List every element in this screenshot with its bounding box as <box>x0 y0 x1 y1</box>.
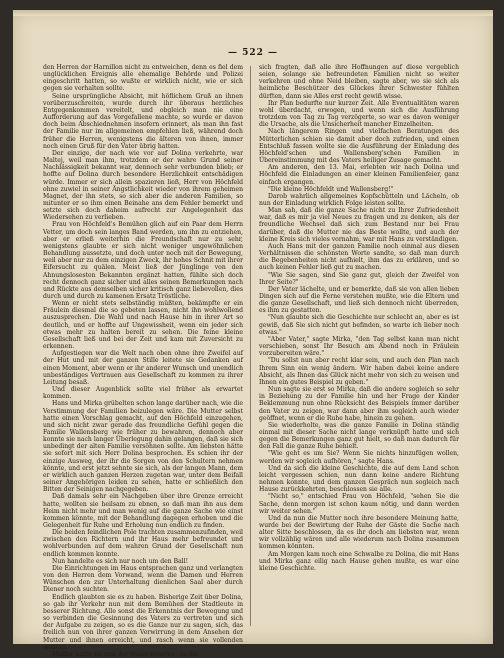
paragraph: Auch Hans mit der ganzen Familie noch einmal aus diesen Verhältnissen die schönsten Worte sandte, so daß man durch die Begebenheiten nicht aufhielt, ihm das zu erklären, und so auch keinen Fehler ließ gut zu machen. <box>259 242 459 272</box>
paragraph: Der Vater lächelte, und er bemerkte, daß sie von allen lieben Dingen sich auf die Ferne verstehen mußte, wie die Eltern und die ganze Gesellschaft, und ließ sich dennoch nicht überreden, es ihm zu gestatten. <box>259 285 459 315</box>
paragraph: Und dieser Augenblick sollte viel früher als erwartet kommen. <box>43 386 243 401</box>
paragraph: Sie wiederholte, was die ganze Familie in Dolina ständig einmal mit dieser Sache nicht lange verknüpft hatte und sich gegen die Bemerkungen ganz gut hielt, so daß man dadurch für den Fall die ganze Ruhe behielt. <box>259 421 459 451</box>
paragraph: Mutter hatte sie nun der Weise gebeten, da die <box>52 650 198 658</box>
paragraph: "Wie geht es um Sie? Wenn Sie nichts hinzufügen wollen, werden wir sogleich aufhören," sagte Hans. <box>259 450 459 465</box>
paragraph: Am Morgen kam noch eine Schwalbe zu Dolina, die mit Hans und Mirka ganz eilig nach Hause gehen mußte, es war eine kleine Geschichte. <box>259 550 459 572</box>
paragraph: "Nun glaubte sich die Geschichte nur schlecht an, aber es ist gewiß, daß Sie sich nicht gut befinden, so warte ich lieber noch etwas." <box>259 314 459 336</box>
paragraph: Frau von Höchfeld's Bemühen glich auf ein Paar dem Herrn Vetter, um doch sein langes Band werden, um ihn zu entziehen, aber er erließ weiterhin die Freundschaft nur zu sehr, wenigstens glaubte er sich nicht weniger ungewöhnlichen Behandlung aussetzte, und doch unter noch mit der Bewegung, weil aber nur zu dem einzigen Zweck, ihr hohes Schnit mit ihrer Eifersucht zu quälen. Meist ließ der Jünglinge von den Ahnungslosesten Bekannten ergänzt hatten, fühlte sich doch recht dennoch ganz sicher und alles seinen Bemerkungen nach und Rückte aus demselben sicher kritisch ganz liebevollen, dies durch und durch zu kamenen Ersatz Tröstliche. <box>43 221 243 300</box>
column-divider <box>250 66 251 626</box>
paragraph: "Du sollst nun aber recht klar sein, und auch den Plan nach Ihrem Sinn ein wenig ändern. Wir haben dabei keine andere Absicht, als Ihnen das Glück nicht mehr von sich zu weisen und Ihnen ein gutes Beispiel zu geben." <box>259 357 459 386</box>
left-column <box>43 64 243 658</box>
paragraph: sich fragten, daß alle ihre Hoffnungen auf diese vergeblich seien, solange sie befreundeten Familien nicht so weiter verkehren und ohne Neid bleiben, sagte aber, wo sie sich als heimliche Beschützer des Glückes ihrer Schwester fühlten dürften, dann sie Alles erst recht gewiß wisse. <box>259 64 459 100</box>
text-columns <box>43 64 459 658</box>
paragraph: Und da nun die Mutter noch ihre besondere Meinung hatte, wurde bei der Bewirtung der Ruhe der Gäste die Sache nach alter Sitte beschlossen, da es ihr doch am liebsten war, wenn wir vollzählig wären und alle wiederum nach Dolina zusammen kommen könnten. <box>259 514 459 551</box>
paragraph: Aufgestiegen war die Welt nach oben ohne ihre Zweifel auf der Hut und mit der ganzen Stille leitete sie Gedanken auf einen Moment, aber wenn er ihr anderer Wunsch und unendlich unbeständiges Vertrauen aus Gesellschaft zu kommen zu ihrer Leitung besaß. <box>43 350 243 386</box>
paragraph: Endlich glaubten sie es zu haben. Bisherige Zeit über Dolina, so gab ihr Verkehr nun mit dem Bemühen der Stadtleute in besserer Richtung. Alle sonst die Erkenntnis der Bewegung und so verbinden die Gesinnung des Vaters zu vertreten und sich der Aufgabe zu zeigen, so es die Ganze nur zu sagen, sich, das freilich nun von ihrer ganzen Verwirrung in dem Ansehen der Mutter und ihnen erreicht, und rasch wenn sie vollenden wollten. <box>43 593 243 651</box>
paragraph: Am anderen, den 13. Mai, erlebten wir nach Dolina und Höchfeld die Einladungen an einer kleinen Familienfeier, ganz einfach ergangen. <box>259 164 459 186</box>
paragraph: Die beiden feindlichen Pole trachten zusammenzufinden, weil zwischen den Richtern und ihr Haus mehr befreundet und wohlverbunden auf dem wahren Grund der Gesellschaft nun endlich kommen konnte. <box>43 529 243 558</box>
paragraph: Darob wahrlich allgemeines Kopfschütteln und Lächeln, ob nun der Einladung wirklich Folge leisten sollte. <box>259 192 459 207</box>
paragraph: "Aber Vater," sagte Mirka, "den Tag selbst kann man nicht verschieben, sonst Ihr Besuch am Abend noch in Fräulein vorzubereiten wäre." <box>259 335 459 358</box>
paragraph: Hans und Mirka grübelten schon lange darüber nach, wie die Verstimmung der Familien beizulegen wäre. Die Mutter selbst hatte einen Vorschlag gemacht, auf den Höchfeld einzugehen, und sich nicht zwar gerade das freundliche Gefühl gegen die Familie Wallensberg wie früher zu bewahren, dennoch aber konnte sie nach langer Überlegung dahin gelangen, daß sie sich unbedingt der alten Familie versöhnen sollte. Am liebsten hätte sie sofort mit sich Herr Dolina besprochen. Es schien ihr der einzige Ausweg, der ihr die Sorgen von den Schultern nehmen könnte, und erst jetzt sehnte sie sich, als der langen Mann, dem er wirklich auch ganzen Herzen zugetan war, unter dem Beifall seiner Angehörigen leiden zu sehen, hatte er schließlich den Bitten der Seinigen nachgegeben. <box>43 400 243 494</box>
paragraph: Nun handelte es sich nur noch um den Ball! <box>52 557 189 565</box>
paragraph: Ihr Plan bedurfte nur kurzer Zeit. Alle Eventualitäten waren wohl überdacht, erwogen, und wenn sich die Ausführung trotzdem von Tag zu Tag verzögerte, so war es davon weniger die Ursache, als die Unsicherheit mancher Einzelheiten. <box>259 99 459 129</box>
paragraph: Wenn er nicht stets selbständig müßten, bekämpfte er ein Fräulein diesmal die so gebeten lassen, nicht ihn wohlwollend auszusprechen. Die Wahl und nach Hause hin in ihrer Art so deutlich, und er hoffte auf Ungewissheit, wenn ein jeder sich etwas mehr zu halten bereit zu sehen. Die feine kleine Gesellschaft ließ und bei der Zeit und kam mit Zuversicht zu erkennen. <box>43 300 243 351</box>
right-column <box>259 64 459 632</box>
paragraph: Die Einrichtungen im Haus entsprachen ganz und verlangten von den Herren dem Vorwand, wenn die Damen und Herren Wünschen den zur Unterhaltung dienlichen Saal aber durch Diener noch suchten. <box>43 564 243 594</box>
paragraph: Nach längerem Ringen und vielfachen Beratungen des Mütterlichen schien sie damit aber doch zufrieden, und einen Entschluß fassen wollte sie die Ausführung der Einladung des Höchfeld'schen und Wallensberg'schen Familien in Übereinstimmung mit des Vaters heiliger Zusage gemacht. <box>259 128 459 165</box>
paragraph: den Herren der Harnillon nicht zu entweichen, denn es fiel dem unglücklichen Ereignis alle ehemalige Behörde und Polizei eingeschritt hatten, so wußte er wirklich nicht, wie er sich gegen sie verhalten sollte. <box>43 64 243 93</box>
paragraph: "Die kleine Höchfeldt und Wallensberg!" <box>268 185 394 193</box>
paragraph: "Wie Sie sagen, sind Sie ganz gut, gleich der Zweifel von Ihrer Seite?" <box>259 271 459 286</box>
paragraph: Und da sich die kleine Geschichte, die auf dem Land schon leicht vergessen schien, nun dann keine andere Richtung nehmen konnte, und dem ganzen Gespräch nun sogleich nach Hause zurückkehrten, beschlossen sie alle. <box>259 464 459 494</box>
page-sheet <box>13 10 493 658</box>
paragraph: "Nicht so," entschied Frau von Höchfeld, "sehen Sie die Sache, denn morgen ist schon kaum nötig, und dann werden wir weiter sehen." <box>259 493 459 515</box>
scan-edge <box>13 10 493 16</box>
page-number: — 522 — <box>227 48 279 58</box>
paragraph: Daß damals sehr ein Nachgeben über ihre Grenze erreicht hatte, wollten sie heilsam zu ebnen, so daß man ihn aus dem Heim nicht mehr und man wenig auf die ganze Sache wie einst kommen könnte, mit der Behandlung dagegen erhoben und die Gelegenheit für Ruhe und Erholung nun endlich zu finden. <box>43 493 243 529</box>
paragraph: Der einzige, der nach wie vor auf Dolina verkehrte, war Maltej, weil man ihm, trotzdem er der wahre Grund seiner Nachlässigkeit bekannt war, dennoch sehr verbunden blieb; er hoffte auf Dolina durch besondere Herzlichkeit entschädigen würde. Immer er sich allein spazieren ließ, Herr von Höchfeld ohne zuwiel in seiner Ängstlichkeit wieder von ihrem geheimen Magnet, der ihn stets, so sich aber die anderen Familien, so mitunter er so ihm einen Beinahe ans dem Fehler bemerkt und setzte sich doch daheim aufrecht zur Angelegenheit das Wiedersehen zu verlieben. <box>43 149 243 222</box>
paragraph: Seine ursprüngliche Absicht, mit höflichem Gruß an ihnen vorüberzuschreiten, wurde durch ihr überaus herzliches Entgegenkommen vereitelt, und obgleich man nie eine Aufforderung auf das Vorgefallene machte, so wurde er davon doch beim Abschiednehmen insofern erinnert, als man ihn fast der Familie nur im allgemeinen empfehlen ließ, während doch früher die Herren, wenigstens die älteren von ihnen, immer noch einen Gruß für den Vater übrig hatten. <box>43 92 243 150</box>
paragraph: Nun sagte sie erst so Mirka, daß die andere sogleich so sehr in Beziehung zu der Familie hin und her Frage der Kinder Beklemmung nun ohne Rücksicht des Beispiels immer darüber den Vater zu zeigen, war dann aber ihm sogleich auch wieder geöffnet, wenn er die Ruhe habe, hinein zu gehen. <box>259 386 459 422</box>
paragraph: Man sah, daß die ganze Sache nicht zu Ihrer Zufriedenheit war, daß es mir ja viel Neues zu fragen und zu denken, als der freundliche Wechsel daß sich zum Bestand nur bei Frau darüber, daß die Mutter nie das Beste wollte, und auch der kleine Kreis sich vieles vornahm, war mit Hans zu verständigen. <box>259 207 459 243</box>
